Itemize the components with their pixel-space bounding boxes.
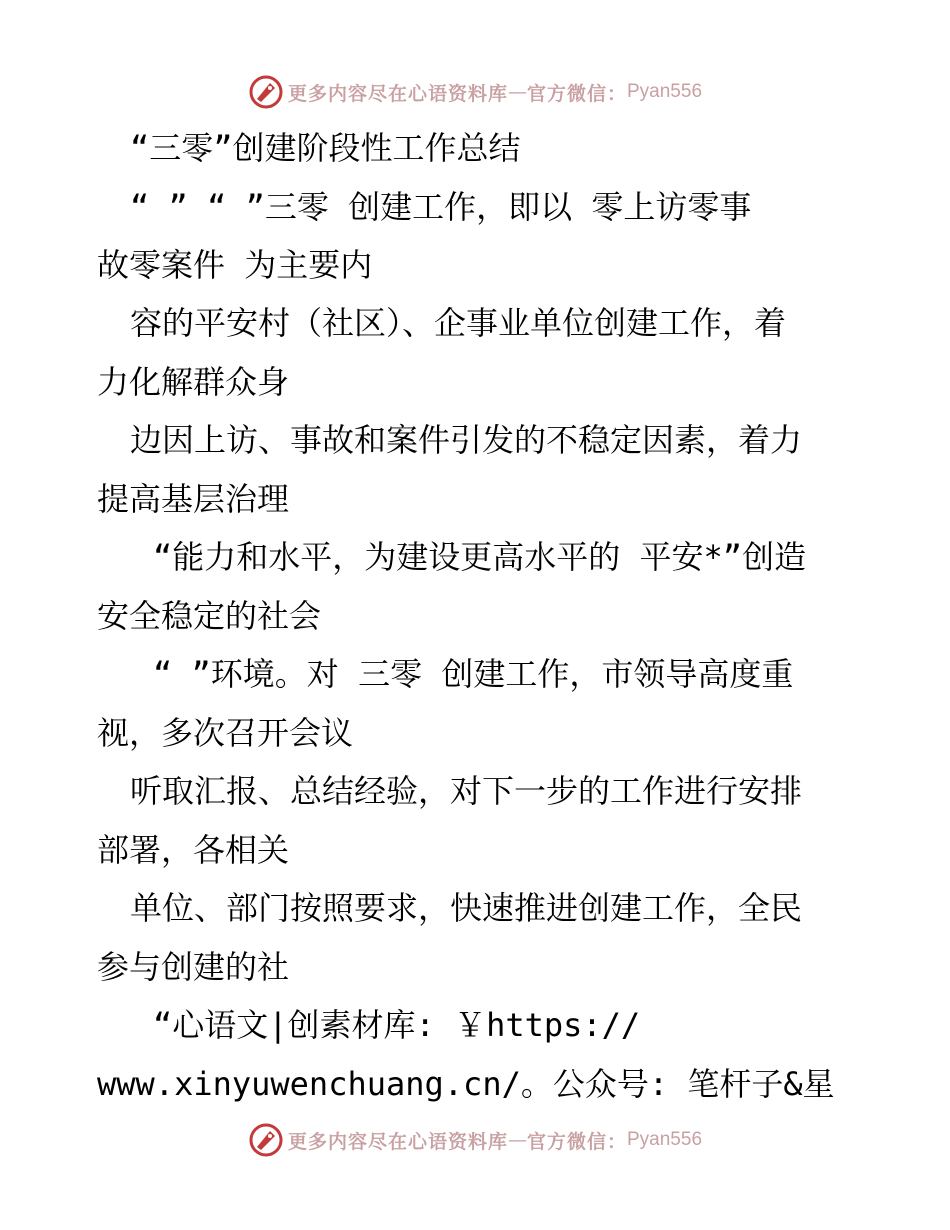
text-line: 提高基层治理 — [97, 480, 290, 518]
text-line: “能力和水平，为建设更高水平的 平安*”创造 — [153, 538, 807, 576]
text-line: “ ”环境。对 三零 创建工作，市领导高度重 — [153, 655, 794, 693]
text-line: “ ” “ ”三零 创建工作，即以 零上访零事 — [130, 188, 752, 226]
text-line: 参与创建的社 — [97, 948, 290, 986]
text-line: 听取汇报、总结经验，对下一步的工作进行安排 — [130, 772, 803, 810]
text-line: 安全稳定的社会 — [97, 597, 322, 635]
text-line: www.xinyuwenchuang.cn/。公众号: 笔杆子&星 — [97, 1065, 835, 1103]
banner-label: 官方微信： — [526, 1130, 627, 1153]
pen-nib-logo-icon — [248, 1122, 284, 1158]
banner-title: 更多内容尽在心语资料库 — [287, 1130, 508, 1153]
text-line: 故零案件 为主要内 — [97, 246, 373, 284]
banner-wechat-id: Pyan556 — [627, 1129, 703, 1150]
footer-banner — [0, 1120, 950, 1160]
banner-label: 官方微信： — [526, 82, 627, 105]
banner-wechat-id: Pyan556 — [627, 81, 703, 102]
text-line: 力化解群众身 — [97, 363, 290, 401]
text-line: 单位、部门按照要求，快速推进创建工作，全民 — [130, 889, 803, 927]
text-line: 容的平安村（社区）、企事业单位创建工作，着 — [130, 304, 787, 342]
text-line: “心语文|创素材库: ￥https:// — [153, 1006, 641, 1044]
pen-nib-logo-icon — [248, 74, 284, 110]
banner-separator: — — [507, 1129, 527, 1151]
header-banner — [0, 72, 950, 112]
banner-separator: — — [507, 81, 527, 103]
text-line: 部署，各相关 — [97, 831, 290, 869]
text-line: 边因上访、事故和案件引发的不稳定因素，着力 — [130, 421, 803, 459]
document-title: “三零”创建阶段性工作总结 — [130, 129, 521, 167]
banner-title: 更多内容尽在心语资料库 — [287, 82, 508, 105]
text-line: 视，多次召开会议 — [97, 714, 354, 752]
